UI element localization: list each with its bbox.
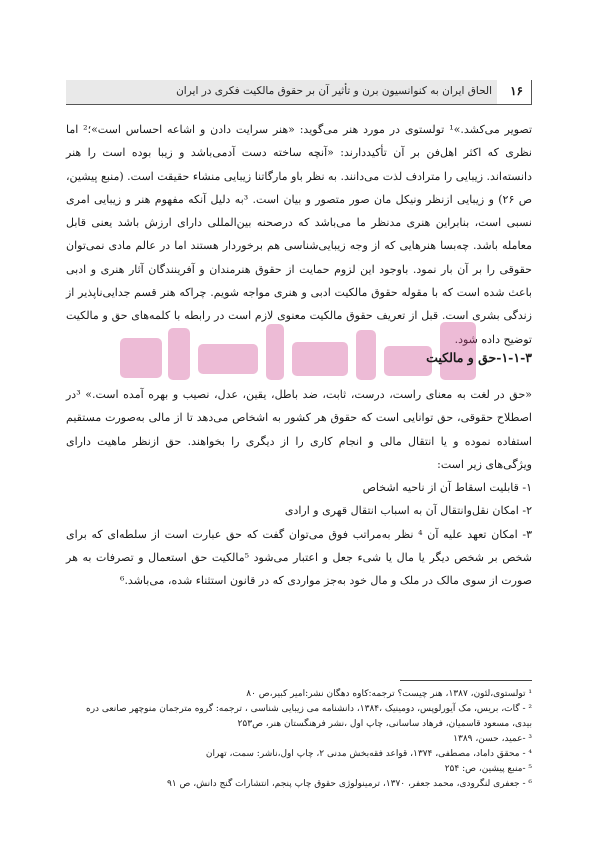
list-item: ۳- امکان تعهد علیه آن ⁴ نظر به‌مراتب فوق می‌توان گفت که حق عبارت است از سلطه‌ای که برای شخص بر شخص دیگر یا مال یا شیء جعل و اعتبار می‌شود ⁵مالکیت حق استعمال و تصرفات به هر صورت از سوی مالک در ملک و مال خود به‌جز مواردی که در قانون استثناء شده، می‌باشد.⁶ [66,527,533,588]
body-paragraph-2 [66,383,532,593]
page-number: ۱۶ [510,84,523,98]
body-paragraph-1 [66,118,532,351]
footnote: ⁵ -منبع پیشین، ص: ۲۵۴ [444,764,532,774]
running-header [66,80,532,104]
header-band [66,80,498,105]
page-number-box [497,80,532,105]
footnote: ³ -عمید، حسن، ۱۳۸۹ [453,734,532,744]
section-heading: ۱-۱-۳-حق و مالکیت [426,350,532,365]
footnote: ² - گات، بریس، مک آیورلوپس، دومینیک ،۱۳۸۴، دانشنامه می زیبایی شناسی ، ترجمه: گروه مترجمان منوچهر صانعی دره بیدی، مسعود قاسمیان، فرهاد ساسانی، چاپ اول ،نشر فرهنگستان هنر، ص۲۵۳ [85,704,532,729]
footnote: ⁴ - محقق داماد، مصطفی، ۱۳۷۴، قواعد فقه‌بخش مدنی ۲، چاپ اول،ناشر: سمت، تهران [205,749,532,759]
footnote: ⁶ - جعفری لنگرودی، محمد جعفر، ۱۳۷۰، ترمینولوژی حقوق چاپ پنجم، انتشارات گنج دانش، ص ۹۱ [166,779,532,789]
list-item: ۲- امکان نقل‌وانتقال آن به اسباب انتقال قهری و ارادی [284,504,532,518]
list-item: ۱- قابلیت اسقاط آن از ناحیه اشخاص [362,481,532,495]
footnote-divider [400,680,532,681]
footnote: ¹ تولستوی،لئون، ۱۳۸۷، هنر چیست؟ ترجمه:کاوه دهگان نشر:امیر کبیر،ص ۸۰ [246,689,532,699]
footnotes [66,687,532,792]
paragraph-text: تصویر می‌کشد.»¹ تولستوی در مورد هنر می‌گوید: «هنر سرایت دادن و اشاعه احساس است»؛² اما نظری که اکثر اهل‌فن بر آن تأکیددارند: «آنچه ساخته دست آدمی‌باشد و زیبا بوده است را هنر دانسته‌اند. زیبایی را مترادف لذت می‌دانند. به نظر باو مارگاتنا زیبایی منشاء حقیقت است. (منبع پیشین، ص ۲۶) و زیبایی ازنظر ونیکل مان صور متصور و بیان است. ³به دلیل آنکه مفهوم هنر و زیبایی امری نسبی است، بنابراین هنری مدنظر ما می‌باشد که درصحنه بین‌المللی دارای ارزش باشد یعنی قابل معامله باشد. چه‌بسا هنرهایی که از وجه زیبایی‌شناسی هم برخوردار هستند اما در عالم مادی نمی‌توان حقوقی را بر آن بار نمود. باوجود این لزوم حمایت از حقوق هنرمندان و آفرینندگان آثار هنری و ادبی باعث شده است که با مقوله حقوق مالکیت ادبی و هنری مواجه شویم. چراکه هنر قسم جدایی‌ناپذیر از زندگی بشری است. قبل از تعریف حقوق مالکیت معنوی لازم است در رابطه با کلمه‌های حق و مالکیت توضیح داده شود. [66,123,532,346]
paragraph-text: «حق در لغت به معنای راست، درست، ثابت، ضد باطل، یقین، عدل، نصیب و بهره آمده است.» ³در اصطلاح حقوقی، حق توانایی است که حقوق هر کشور به اشخاص می‌دهد تا از مالی به‌صورت مستقیم استفاده نموده و یا انتقال مالی و انجام کاری را از دیگری را بخواهند. حق ازنظر ماهیت دارای ویژگی‌های زیر است: [66,388,532,471]
running-title: الحاق ایران به کنوانسیون برن و تأثیر آن بر حقوق مالکیت فکری در ایران [176,85,492,97]
